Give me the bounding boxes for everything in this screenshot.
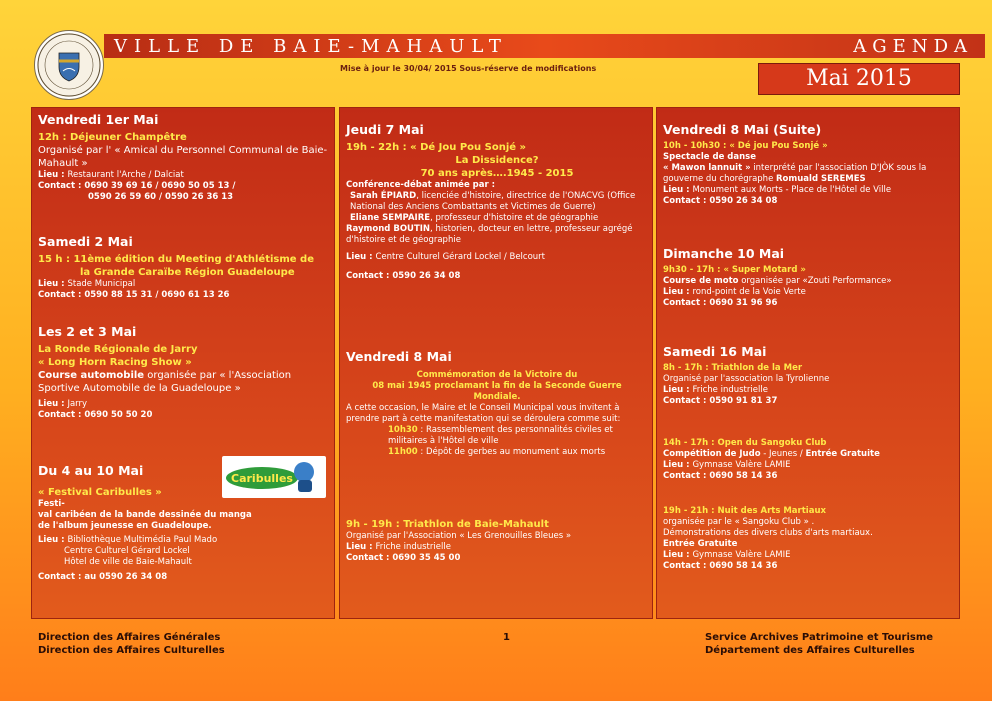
page-number: 1 [503,632,510,643]
event-martial-arts-night [663,506,955,572]
event-location: Monument aux Morts - Place de l'Hôtel de Ville [692,185,892,195]
day-heading: Vendredi 8 Mai (Suite) [663,122,822,137]
caribulles-logo-text: Caribulles [231,472,293,485]
month-box [758,63,960,95]
day-heading: Vendredi 1er Mai [38,112,159,127]
event-title-2: La Dissidence? [455,155,539,166]
lieu-label: Lieu : [663,287,693,297]
entry-free: Entrée Gratuite [805,449,880,459]
caribulles-logo-image [222,456,326,498]
event-type: Course de moto [663,276,739,286]
lieu-label: Lieu : [346,542,376,552]
event-location: Stade Municipal [67,279,136,289]
event-contact: Contact : 0690 31 96 96 [663,298,778,308]
footer-left-line-1: Direction des Affaires Générales [38,632,221,643]
day-heading: Samedi 16 Mai [663,344,767,359]
lieu-label: Lieu : [663,550,693,560]
event-title-3: Mondiale. [473,392,521,402]
event-contact: Contact : 0590 88 15 31 / 0690 61 13 26 [38,290,230,300]
lieu-label: Lieu : [38,535,68,545]
event-title: La Ronde Régionale de Jarry [38,344,198,355]
event-location: Gymnase Valère LAMIE [692,550,791,560]
event-title: « Festival Caribulles » [38,487,162,498]
event-contact: Contact : 0590 91 81 37 [663,396,778,406]
event-type: Compétition de Judo [663,449,761,459]
event-may-8-suite [663,122,955,207]
event-contact: Contact : 0690 35 45 00 [346,553,461,563]
footer-right [705,631,933,657]
event-may-2 [38,234,330,301]
agenda-title: AGENDA [853,36,973,57]
event-contact: Contact : 0690 50 50 20 [38,410,153,420]
column-2 [339,107,653,619]
time-2: 11h00 [388,447,418,457]
conference-label: Conférence-débat animée par : [346,180,496,190]
event-desc-1: Festi- [38,499,65,509]
footer-right-line-1: Service Archives Patrimoine et Tourisme [705,632,934,643]
month-label: Mai 2015 [806,66,912,91]
event-may-16 [663,344,955,407]
event-title: 19h - 22h : « Dé Jou Pou Sonjé » [346,142,526,153]
event-title: 9h - 19h : Triathlon de Baie-Mahault [346,519,549,530]
event-contact: Contact : 0590 26 34 08 [346,271,461,281]
choreographer: Romuald SEREMES [776,174,866,184]
lieu-label: Lieu : [663,460,693,470]
footer-right-line-2: Département des Affaires Culturelles [705,645,915,656]
event-desc-2: val caribéen de la bande dessinée du manga [38,510,252,520]
event-organizer: Organisé par l'association la Tyrolienne [663,374,830,384]
footer-left-line-2: Direction des Affaires Culturelles [38,645,225,656]
update-note: Mise à jour le 30/04/ 2015 Sous-réserve de modifications [340,64,597,73]
event-title-3: 70 ans après….1945 - 2015 [420,168,574,179]
city-title: VILLE DE BAIE-MAHAULT [114,36,508,57]
event-location: Jarry [67,399,88,409]
event-organizer: Organisé par l'Association « Les Grenouilles Bleues » [346,531,572,541]
event-location-3: Hôtel de ville de Baie-Mahault [64,557,192,567]
speaker-3-name: Raymond BOUTIN [346,224,431,234]
event-demo: Démonstrations des divers clubs d'arts martiaux. [663,528,873,538]
event-location: Gymnase Valère LAMIE [692,460,791,470]
event-may-10 [663,246,955,309]
event-title: 8h - 17h : Triathlon de la Mer [663,363,803,373]
event-title: 15 h : 11ème édition du Meeting d'Athlétisme de [38,254,315,265]
event-location: Friche industrielle [692,385,768,395]
event-title: Commémoration de la Victoire du [416,370,578,380]
column-3 [656,107,960,619]
lieu-label: Lieu : [663,385,693,395]
lieu-label: Lieu : [38,170,68,180]
column-1 [31,107,335,619]
event-contact: Contact : 0590 26 34 08 [663,196,778,206]
time-2-text: : Dépôt de gerbes au monument aux morts [417,447,606,457]
lieu-label: Lieu : [663,185,693,195]
event-title-2: la Grande Caraïbe Région Guadeloupe [80,267,295,278]
time-1-text: : Rassemblement des personnalités civiles et militaires à l'Hôtel de ville [388,425,613,446]
event-triathlon-baie-mahault [346,518,648,564]
footer-left [38,631,225,657]
event-title: 9h30 - 17h : « Super Motard » [663,265,806,275]
crest-icon [35,31,103,99]
event-location: Restaurant l'Arche / Dalciat [67,170,184,180]
event-title-2: 08 mai 1945 proclamant la fin de la Seconde Guerre [372,381,622,391]
event-may-1 [38,112,330,203]
event-contact: Contact : 0690 58 14 36 [663,471,778,481]
event-title: 10h - 10h30 : « Dé jou Pou Sonjé » [663,141,828,151]
show-name: « Mawon lannuit » [663,163,751,173]
event-sangoku-open [663,438,955,482]
event-text: interprété par l'association D'JÒK sous la gouverne du chorégraphe [663,163,927,184]
caribulles-logo-icon [222,456,326,498]
day-heading: Du 4 au 10 Mai [38,463,144,478]
header-bar [104,34,985,58]
event-audience: - Jeunes / [760,449,806,459]
speaker-2-desc: , professeur d'histoire et de géographie [430,213,599,223]
event-location: Friche industrielle [375,542,451,552]
event-organizer: organisée par le « Sangoku Club » . [663,517,815,527]
event-location-2: Centre Culturel Gérard Lockel [64,546,190,556]
city-crest-logo [34,30,104,100]
event-title: 12h : Déjeuner Champêtre [38,132,187,143]
day-heading: Samedi 2 Mai [38,234,133,249]
event-contact: Contact : 0690 39 69 16 / 0690 50 05 13 / [38,181,236,191]
event-text: A cette occasion, le Maire et le Conseil Municipal vous invitent à prendre part à cette manifestation qui se déroulera comme suit: [346,403,621,424]
event-may-2-3 [38,324,330,421]
event-contact-2: 0590 26 59 60 / 0590 26 36 13 [88,192,234,202]
event-desc-3: de l'album jeunesse en Guadeloupe. [38,521,212,531]
speaker-1-name: Sarah ÉPIARD [350,191,417,201]
event-location-1: Bibliothèque Multimédia Paul Mado [67,535,218,545]
event-contact: Contact : au 0590 26 34 08 [38,572,168,582]
event-title: 14h - 17h : Open du Sangoku Club [663,438,827,448]
day-heading: Vendredi 8 Mai [346,349,452,364]
event-location: rond-point de la Voie Verte [692,287,806,297]
event-organizer: Organisé par l' « Amical du Personnel Communal de Baie-Mahault » [38,145,328,169]
event-type: Spectacle de danse [663,152,756,162]
event-contact: Contact : 0690 58 14 36 [663,561,778,571]
day-heading: Les 2 et 3 Mai [38,324,137,339]
lieu-label: Lieu : [38,279,68,289]
event-title-2: « Long Horn Racing Show » [38,357,192,368]
event-type: Course automobile [38,370,145,381]
entry-free: Entrée Gratuite [663,539,738,549]
event-organizer: organisée par «Zouti Performance» [738,276,892,286]
speaker-2-name: Eliane SEMPAIRE [350,213,431,223]
day-heading: Jeudi 7 Mai [346,122,424,137]
speaker-1-desc: , licenciée d'histoire, directrice de l'ONACVG (Office National des Anciens Combattants et Victimes de Guerre) [350,191,636,212]
speaker-3-desc: , historien, docteur en lettre, professeur agrégé d'histoire et de géographie [346,224,633,245]
day-heading: Dimanche 10 Mai [663,246,785,261]
event-organizer: organisée par « l'Association Sportive Automobile de la Guadeloupe » [38,370,292,394]
event-location: Centre Culturel Gérard Lockel / Belcourt [375,252,546,262]
event-may-8 [346,349,648,458]
time-1: 10h30 [388,425,418,435]
lieu-label: Lieu : [346,252,376,262]
event-may-7 [346,122,648,282]
lieu-label: Lieu : [38,399,68,409]
event-title: 19h - 21h : Nuit des Arts Martiaux [663,506,826,516]
